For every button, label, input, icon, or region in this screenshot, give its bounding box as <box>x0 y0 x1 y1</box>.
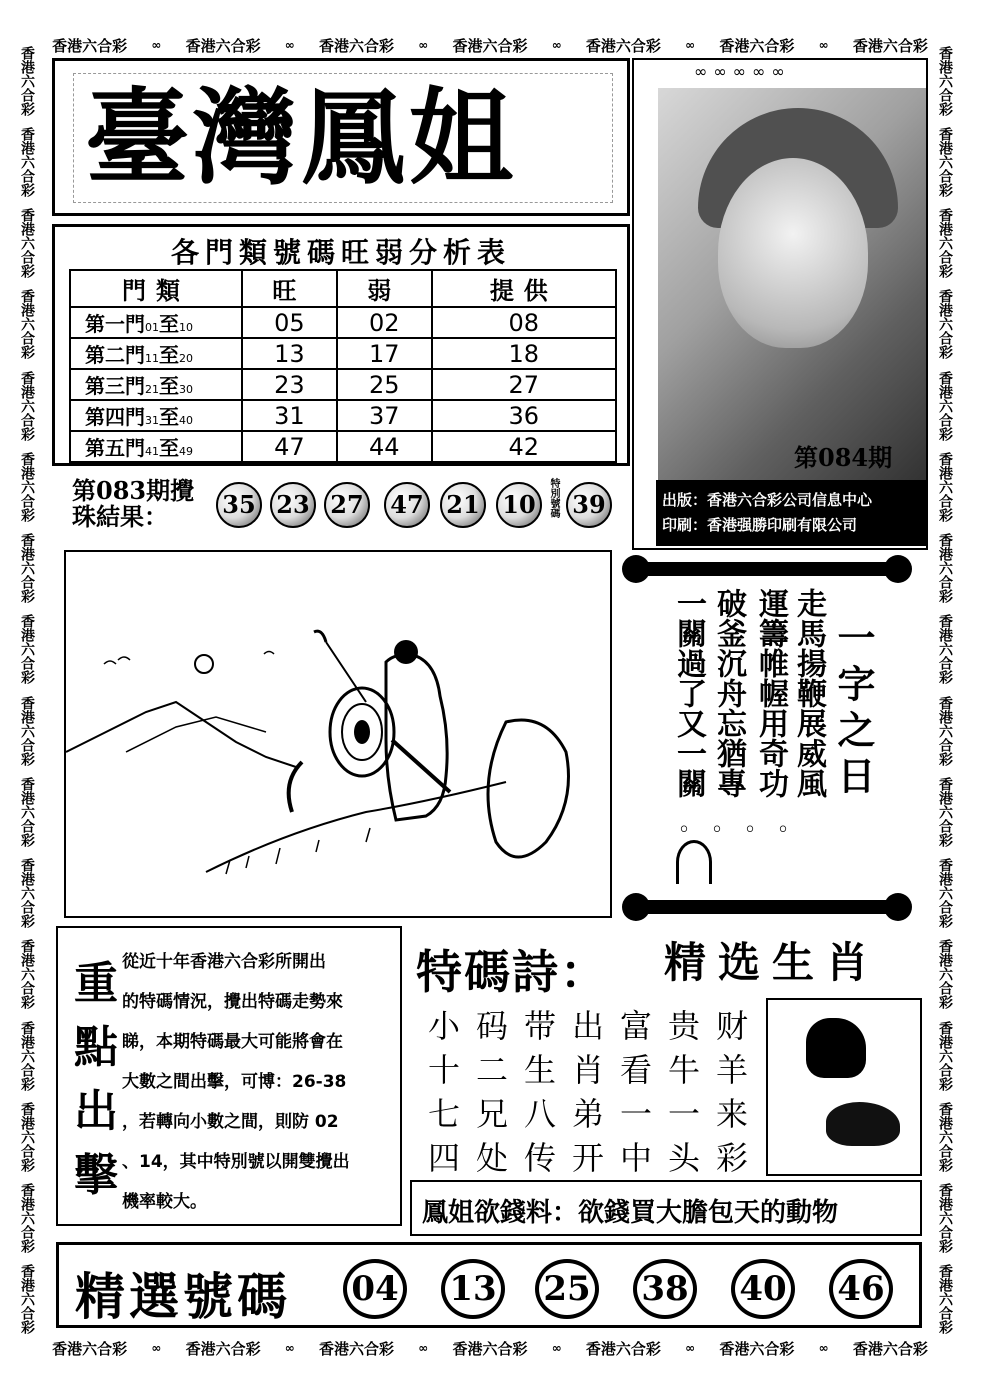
zodiac-pick-title: 精选生肖 <box>664 938 881 987</box>
result-ball: 10 <box>496 482 542 528</box>
illustration-panel <box>64 550 612 918</box>
border-label: 香港六合彩 <box>19 370 35 441</box>
selected-number-ball: 40 <box>731 1259 795 1319</box>
row-category: 第五門41至49 <box>70 431 242 462</box>
table-row <box>70 400 616 431</box>
border-label: 香港六合彩 <box>937 1264 953 1335</box>
analysis-table <box>69 269 617 463</box>
poem-column: 破釜沉舟忘猶專 <box>711 588 746 798</box>
selected-numbers-bar <box>56 1242 922 1328</box>
border-label: 香港六合彩 <box>937 208 953 279</box>
tip-box <box>410 1180 922 1236</box>
selected-number-ball: 25 <box>535 1259 599 1319</box>
border-label: 香港六合彩 <box>585 36 661 55</box>
border-right-strip <box>932 40 958 1340</box>
title-panel <box>52 58 630 216</box>
selected-numbers-title: 精選號碼 <box>75 1268 291 1326</box>
selected-number-ball: 38 <box>633 1259 697 1319</box>
special-ball: 39 <box>566 482 612 528</box>
border-label: 香港六合彩 <box>19 45 35 116</box>
header-weak: 弱 <box>337 270 432 307</box>
printer-line: 印刷：香港强勝印刷有限公司 <box>662 516 858 534</box>
publisher-bar <box>656 480 928 546</box>
traveler-illustration <box>66 552 610 916</box>
border-label: 香港六合彩 <box>937 289 953 360</box>
result-ball: 35 <box>216 482 262 528</box>
table-header-row <box>70 270 616 307</box>
border-label: 香港六合彩 <box>319 36 395 55</box>
divider-end-icon <box>884 893 912 921</box>
cell-strong: 23 <box>242 369 337 400</box>
row-category: 第二門11至20 <box>70 338 242 369</box>
border-label: 香港六合彩 <box>852 1339 928 1358</box>
cell-weak: 44 <box>337 431 432 462</box>
row-category: 第三門21至30 <box>70 369 242 400</box>
border-label: 香港六合彩 <box>719 36 795 55</box>
result-ball: 21 <box>440 482 486 528</box>
pig-icon <box>826 1102 900 1146</box>
table-row <box>70 369 616 400</box>
border-label: 香港六合彩 <box>719 1339 795 1358</box>
result-ball: 47 <box>384 482 430 528</box>
row-category: 第四門31至40 <box>70 400 242 431</box>
tema-poem-grid: 小 码 带 出 富 贵 财 十 二 生 肖 看 牛 羊 七 兄 八 弟 一 一 来 四 处 传 开 中 头 彩 <box>427 1007 748 1177</box>
border-label: 香港六合彩 <box>937 1183 953 1254</box>
special-number-label: 特別號碼 <box>548 478 559 518</box>
border-label: 香港六合彩 <box>937 614 953 685</box>
border-label: 香港六合彩 <box>937 1101 953 1172</box>
poem-divider-top <box>628 562 908 576</box>
result-ball: 27 <box>324 482 370 528</box>
issue-number: 第084期 <box>794 443 893 472</box>
header-category: 門類 <box>70 270 242 307</box>
cell-strong: 31 <box>242 400 337 431</box>
portrait-face <box>718 158 868 348</box>
border-label: 香港六合彩 <box>19 695 35 766</box>
tip-text: 鳳姐欲錢料：欲錢買大膽包天的動物 <box>422 1198 839 1228</box>
portrait-photo <box>658 88 926 490</box>
border-label: 香港六合彩 <box>319 1339 395 1358</box>
selected-number-ball: 13 <box>441 1259 505 1319</box>
border-label: 香港六合彩 <box>585 1339 661 1358</box>
border-label: 香港六合彩 <box>937 370 953 441</box>
cell-strong: 47 <box>242 431 337 462</box>
analysis-note-box <box>56 926 402 1226</box>
analysis-note-text: 從近十年香港六合彩所開出 的特碼情況，攪出特碼走勢來 睇，本期特碼最大可能將會在 大數之間出擊，可博：26-38 ，若轉向小數之間，則防 02 、14，其中特別號以開雙攪出 機率較大。 <box>122 952 350 1212</box>
cell-weak: 17 <box>337 338 432 369</box>
border-label: 香港六合彩 <box>852 36 928 55</box>
border-label: 香港六合彩 <box>19 939 35 1010</box>
border-label: 香港六合彩 <box>185 36 261 55</box>
divider-end-icon <box>884 555 912 583</box>
monkey-icon <box>806 1018 866 1078</box>
row-category: 第一門01至10 <box>70 307 242 338</box>
poem-divider-bottom <box>628 900 908 914</box>
border-label: 香港六合彩 <box>19 533 35 604</box>
publisher-line: 出版：香港六合彩公司信息中心 <box>662 491 873 509</box>
header-offer: 提供 <box>432 270 616 307</box>
publisher-logo-icon <box>676 840 712 884</box>
border-label: 香港六合彩 <box>937 695 953 766</box>
border-label: 香港六合彩 <box>19 126 35 197</box>
page-title: 臺灣鳳姐 <box>85 76 518 199</box>
cell-offer: 27 <box>432 369 616 400</box>
border-label: 香港六合彩 <box>19 1101 35 1172</box>
table-row <box>70 307 616 338</box>
border-label: 香港六合彩 <box>452 1339 528 1358</box>
border-label: 香港六合彩 <box>19 1183 35 1254</box>
divider-end-icon <box>622 893 650 921</box>
decorative-dots-icon: ∞∞∞∞∞ <box>694 62 791 81</box>
analysis-table-panel <box>52 224 630 466</box>
poem-end-marks: 。。。。 <box>680 811 824 836</box>
zodiac-animals-box <box>766 998 922 1176</box>
cell-weak: 02 <box>337 307 432 338</box>
border-label: 香港六合彩 <box>19 1020 35 1091</box>
tema-poem-title: 特碼詩： <box>416 945 608 999</box>
border-label: 香港六合彩 <box>19 1264 35 1335</box>
cell-strong: 05 <box>242 307 337 338</box>
header-strong: 旺 <box>242 270 337 307</box>
border-label: 香港六合彩 <box>185 1339 261 1358</box>
cell-offer: 18 <box>432 338 616 369</box>
border-top-strip: 香港六合彩 ∞ 香港六合彩 ∞ 香港六合彩 ∞ 香港六合彩 ∞ 香港六合彩 ∞ 香港六合彩 ∞ 香港六合彩 <box>52 36 928 55</box>
table-row <box>70 338 616 369</box>
border-label: 香港六合彩 <box>937 126 953 197</box>
poem-column: 運籌帷幄用奇功 <box>753 588 788 798</box>
border-label: 香港六合彩 <box>52 36 128 55</box>
border-label: 香港六合彩 <box>452 36 528 55</box>
cell-offer: 42 <box>432 431 616 462</box>
selected-number-ball: 46 <box>829 1259 893 1319</box>
border-left-strip <box>14 40 40 1340</box>
poem-title: 一字之日 <box>831 618 875 802</box>
border-bottom-strip: 香港六合彩 ∞ 香港六合彩 ∞ 香港六合彩 ∞ 香港六合彩 ∞ 香港六合彩 ∞ 香港六合彩 ∞ 香港六合彩 <box>52 1339 928 1358</box>
border-label: 香港六合彩 <box>19 614 35 685</box>
border-label: 香港六合彩 <box>19 451 35 522</box>
border-label: 香港六合彩 <box>19 208 35 279</box>
border-label: 香港六合彩 <box>19 858 35 929</box>
selected-number-ball: 04 <box>343 1259 407 1319</box>
poem-column: 走馬揚鞭展威風 <box>791 588 826 798</box>
poem-column: 一關過了又一關 <box>671 588 706 798</box>
cell-weak: 37 <box>337 400 432 431</box>
border-label: 香港六合彩 <box>937 776 953 847</box>
border-label: 香港六合彩 <box>937 533 953 604</box>
draw-results-label: 第083期攪 珠結果： <box>72 476 195 531</box>
photo-panel <box>632 58 928 550</box>
border-label: 香港六合彩 <box>937 451 953 522</box>
border-label: 香港六合彩 <box>19 776 35 847</box>
cell-offer: 36 <box>432 400 616 431</box>
border-label: 香港六合彩 <box>937 939 953 1010</box>
border-label: 香港六合彩 <box>937 1020 953 1091</box>
table-row <box>70 431 616 462</box>
cell-weak: 25 <box>337 369 432 400</box>
highlight-characters: 重 點 出 擊 <box>74 958 118 1201</box>
cell-offer: 08 <box>432 307 616 338</box>
divider-end-icon <box>622 555 650 583</box>
border-label: 香港六合彩 <box>19 289 35 360</box>
border-label: 香港六合彩 <box>937 45 953 116</box>
border-label: 香港六合彩 <box>52 1339 128 1358</box>
cell-strong: 13 <box>242 338 337 369</box>
table-title: 各門類號碼旺弱分析表 <box>170 236 511 269</box>
result-ball: 23 <box>270 482 316 528</box>
border-label: 香港六合彩 <box>937 858 953 929</box>
